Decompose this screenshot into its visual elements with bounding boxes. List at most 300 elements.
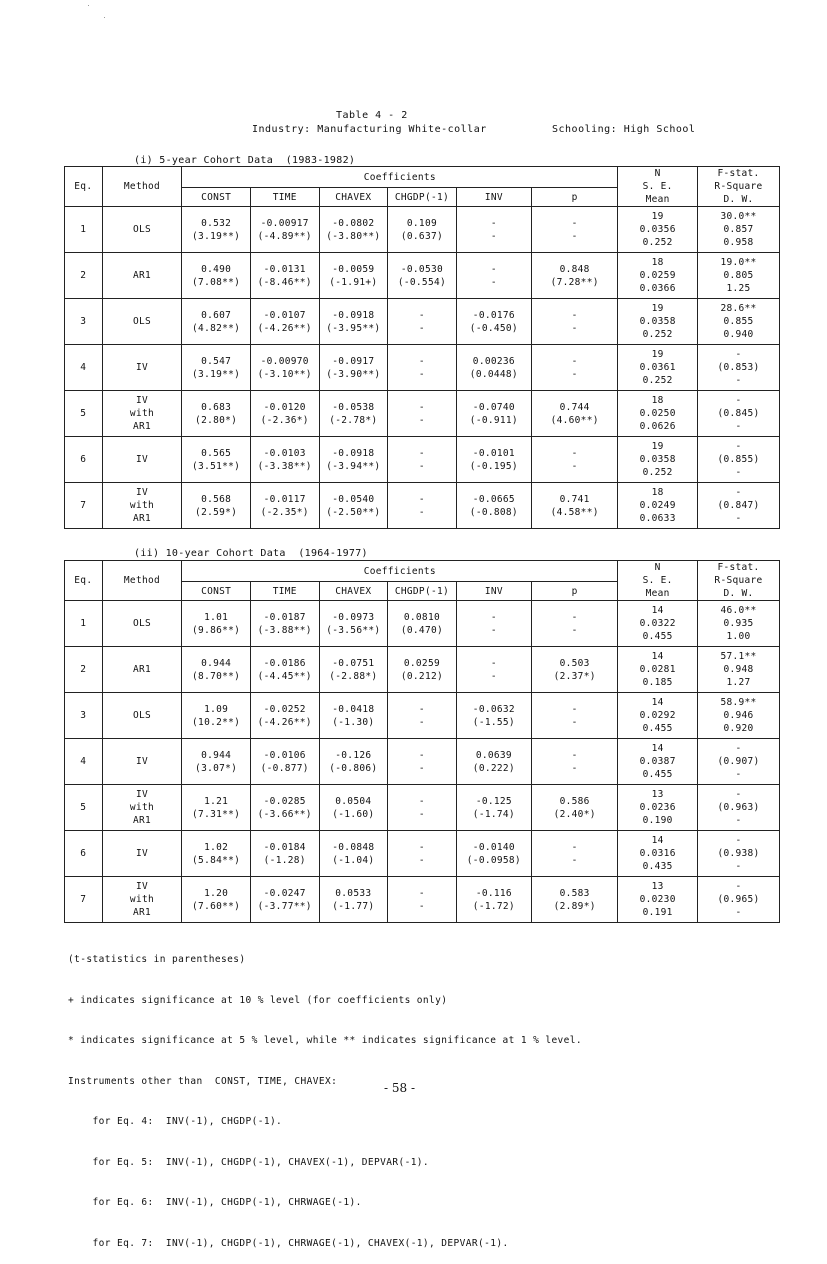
n-se-mean-value: 0.0316 (639, 848, 676, 859)
table-label: Table 4 - 2 (336, 110, 408, 121)
coef-cell (532, 831, 618, 877)
coef-cell (456, 253, 531, 299)
coef-value: - (571, 309, 578, 321)
coef-cell (456, 345, 531, 391)
table-row (65, 739, 780, 785)
table-row (65, 253, 780, 299)
coef-cell (388, 877, 457, 923)
method-cell (102, 391, 182, 437)
coef-value: -0.0632 (472, 703, 515, 715)
method-line-stack (105, 663, 180, 676)
coef-value: - (418, 460, 425, 472)
coef-value-stack (390, 355, 454, 381)
coef-value: (-3.94**) (326, 460, 381, 472)
coef-value: - (418, 749, 425, 761)
coef-value-stack (390, 841, 454, 867)
n-header-line: Mean (645, 194, 670, 205)
coef-value: (-0.450) (469, 322, 518, 334)
coef-value: 0.744 (559, 401, 590, 413)
coef-value: - (571, 368, 578, 380)
coef-value: (-4.45**) (257, 670, 312, 682)
n-se-mean-cell (618, 299, 698, 345)
coef-value: (-1.28) (263, 854, 306, 866)
footnote-line: for Eq. 6: INV(-1), CHGDP(-1), CHRWAGE(-1). (68, 1197, 362, 1208)
fstat-value-stack (700, 302, 777, 341)
coef-value: - (418, 414, 425, 426)
n-se-mean-value-stack (620, 256, 695, 295)
table-row (65, 693, 780, 739)
coef-value: 1.01 (204, 611, 229, 623)
n-se-mean-value: 0.0236 (639, 802, 676, 813)
n-se-mean-value-stack (620, 696, 695, 735)
fstat-value: (0.907) (717, 756, 760, 767)
coef-value: (-1.74) (472, 808, 515, 820)
coef-column-header: CHGDP(-1) (388, 582, 457, 601)
coef-value: 0.0259 (403, 657, 440, 669)
coef-value: 0.532 (201, 217, 232, 229)
coef-value-stack (322, 401, 386, 427)
method-line: IV (135, 362, 148, 373)
coef-value-stack (322, 309, 386, 335)
fstat-value: 0.935 (723, 618, 754, 629)
coef-value-stack (253, 887, 317, 913)
coef-value: (-1.04) (332, 854, 375, 866)
eq-number: 3 (65, 299, 103, 345)
n-se-mean-value-stack (620, 348, 695, 387)
coef-cell (456, 877, 531, 923)
fstat-value: (0.853) (717, 362, 760, 373)
coef-value-stack (459, 657, 529, 683)
coef-cell (532, 207, 618, 253)
coef-column-header: CHGDP(-1) (388, 188, 457, 207)
coef-value-stack (184, 657, 248, 683)
coef-value-stack (534, 657, 615, 683)
coef-cell (532, 601, 618, 647)
schooling-label: Schooling: High School (552, 124, 696, 135)
fstat-value: - (735, 743, 742, 754)
coef-value: (-1.72) (472, 900, 515, 912)
coef-value: 0.0533 (335, 887, 372, 899)
coef-value-stack (184, 703, 248, 729)
coef-value-stack (459, 703, 529, 729)
footnote-line: * indicates significance at 5 % level, while ** indicates significance at 1 % level. (68, 1035, 583, 1046)
coef-cell (532, 391, 618, 437)
coef-value: -0.0117 (263, 493, 306, 505)
coef-value: (2.37*) (553, 670, 596, 682)
method-line-stack (105, 486, 180, 525)
coef-value: -0.0186 (263, 657, 306, 669)
n-se-mean-value: 0.0358 (639, 316, 676, 327)
fstat-value: 0.805 (723, 270, 754, 281)
eq-number: 6 (65, 437, 103, 483)
footnote-line: + indicates significance at 10 % level (for coefficients only) (68, 994, 448, 1006)
table-row (65, 391, 780, 437)
coef-value: - (418, 887, 425, 899)
f-header-line: R-Square (714, 181, 763, 192)
fstat-value: 57.1** (720, 651, 757, 662)
fstat-cell (698, 831, 780, 877)
coef-value-stack (322, 795, 386, 821)
method-cell (102, 483, 182, 529)
coef-cell (182, 647, 251, 693)
coef-value-stack (184, 611, 248, 637)
coef-value-stack (390, 657, 454, 683)
coef-value: - (571, 460, 578, 472)
coef-value-stack (184, 493, 248, 519)
n-se-mean-value-stack (620, 650, 695, 689)
coef-value: (-2.50**) (326, 506, 381, 518)
fstat-value: - (735, 815, 742, 826)
method-cell (102, 739, 182, 785)
column-header-n (618, 167, 698, 207)
coef-cell (182, 345, 251, 391)
eq-number: 3 (65, 693, 103, 739)
coef-value: (3.07*) (195, 762, 238, 774)
coef-cell (532, 345, 618, 391)
coef-value-stack (534, 749, 615, 775)
fstat-value: 1.25 (726, 283, 751, 294)
method-line-stack (105, 617, 180, 630)
method-cell (102, 207, 182, 253)
column-header-n (618, 561, 698, 601)
n-se-mean-value: 0.0259 (639, 270, 676, 281)
coef-cell (456, 483, 531, 529)
coef-value-stack (184, 401, 248, 427)
fstat-value: 1.00 (726, 631, 751, 642)
fstat-value: (0.938) (717, 848, 760, 859)
coef-value: - (418, 506, 425, 518)
coef-value: -0.00917 (260, 217, 309, 229)
coef-value-stack (534, 493, 615, 519)
coef-column-header: p (532, 582, 618, 601)
coef-value: 1.20 (204, 887, 229, 899)
coef-value: 0.490 (201, 263, 232, 275)
coef-value: -0.0530 (400, 263, 444, 275)
fstat-cell (698, 345, 780, 391)
n-se-mean-value: 14 (651, 743, 664, 754)
coef-cell (388, 647, 457, 693)
fstat-value: (0.965) (717, 894, 760, 905)
coef-cell (388, 739, 457, 785)
table-row (65, 831, 780, 877)
column-header-fstat (698, 561, 780, 601)
fstat-value: - (735, 881, 742, 892)
header-row (65, 167, 780, 188)
n-se-mean-cell (618, 647, 698, 693)
n-se-mean-value-stack (620, 486, 695, 525)
coef-value: (-4.26**) (257, 716, 312, 728)
coef-cell (319, 299, 388, 345)
coef-value: (-2.88*) (329, 670, 378, 682)
coef-value-stack (534, 611, 615, 637)
fstat-value-stack (700, 742, 777, 781)
fstat-cell (698, 483, 780, 529)
coef-value-stack (390, 401, 454, 427)
fstat-value: - (735, 907, 742, 918)
fstat-value-stack (700, 256, 777, 295)
table-row (65, 647, 780, 693)
f-header-line: F-stat. (717, 168, 760, 179)
coef-value: (-3.56**) (326, 624, 381, 636)
fstat-value: (0.847) (717, 500, 760, 511)
eq-number: 5 (65, 391, 103, 437)
n-se-mean-value: 0.190 (642, 815, 673, 826)
fstat-value: - (735, 769, 742, 780)
fstat-value: 0.946 (723, 710, 754, 721)
coef-cell (182, 391, 251, 437)
n-se-mean-value: 0.252 (642, 375, 673, 386)
coef-value-stack (390, 703, 454, 729)
eq-number: 2 (65, 253, 103, 299)
coef-cell (388, 253, 457, 299)
f-header-line-stack (700, 561, 777, 600)
fstat-value-stack (700, 696, 777, 735)
coef-value: (0.212) (400, 670, 444, 682)
coef-cell (182, 693, 251, 739)
coef-cell (456, 739, 531, 785)
n-se-mean-value-stack (620, 394, 695, 433)
coef-cell (456, 647, 531, 693)
coef-value: - (571, 355, 578, 367)
n-se-mean-value: 0.0250 (639, 408, 676, 419)
eq-number: 5 (65, 785, 103, 831)
coef-value: - (490, 217, 497, 229)
column-header-coefficients: Coefficients (182, 167, 618, 188)
coef-value: - (571, 217, 578, 229)
coef-value-stack (322, 841, 386, 867)
coef-value: (2.40*) (553, 808, 596, 820)
n-header-line: N (654, 562, 661, 573)
table-row (65, 299, 780, 345)
coef-value: 0.109 (406, 217, 437, 229)
n-se-mean-value: 0.0366 (639, 283, 676, 294)
n-se-mean-value: 0.0626 (639, 421, 676, 432)
fstat-cell (698, 647, 780, 693)
table-row (65, 483, 780, 529)
method-line: with (129, 894, 154, 905)
fstat-value: 0.948 (723, 664, 754, 675)
coef-column-header: CHAVEX (319, 582, 388, 601)
coef-value: 0.568 (201, 493, 232, 505)
coef-cell (182, 299, 251, 345)
coef-cell (456, 437, 531, 483)
coef-value: -0.0918 (332, 447, 375, 459)
coef-value: - (418, 493, 425, 505)
table1-caption: (i) 5-year Cohort Data (1983-1982) (134, 155, 356, 166)
fstat-value: (0.855) (717, 454, 760, 465)
method-line: IV (135, 756, 148, 767)
coef-value-stack (534, 217, 615, 243)
coef-value-stack (322, 657, 386, 683)
coef-value-stack (534, 447, 615, 473)
table-row (65, 601, 780, 647)
coef-value: (-0.911) (469, 414, 518, 426)
coef-cell (182, 601, 251, 647)
eq-number: 4 (65, 739, 103, 785)
coef-value-stack (322, 703, 386, 729)
method-line: AR1 (132, 421, 151, 432)
coef-cell (388, 391, 457, 437)
footnote-line: for Eq. 4: INV(-1), CHGDP(-1). (68, 1116, 283, 1127)
fstat-value: 0.857 (723, 224, 754, 235)
coef-value: - (571, 230, 578, 242)
coef-value-stack (534, 703, 615, 729)
coef-value: 0.944 (201, 657, 232, 669)
method-line: with (129, 500, 154, 511)
fstat-value-stack (700, 880, 777, 919)
coef-cell (182, 831, 251, 877)
method-cell (102, 253, 182, 299)
method-cell (102, 877, 182, 923)
n-se-mean-value: 18 (651, 257, 664, 268)
coef-value: -0.126 (335, 749, 372, 761)
coef-value: 0.683 (201, 401, 232, 413)
fstat-value-stack (700, 440, 777, 479)
coef-value-stack (534, 401, 615, 427)
coef-value: 0.0504 (335, 795, 372, 807)
fstat-value-stack (700, 834, 777, 873)
coef-value: (2.89*) (553, 900, 596, 912)
coef-value: (-3.90**) (326, 368, 381, 380)
coef-value-stack (390, 887, 454, 913)
coef-value: (-1.77) (332, 900, 375, 912)
coef-cell (532, 877, 618, 923)
fstat-cell (698, 437, 780, 483)
coef-value: (-4.89**) (257, 230, 312, 242)
n-se-mean-value: 0.252 (642, 237, 673, 248)
coef-value: -0.0120 (263, 401, 306, 413)
n-se-mean-value: 0.0358 (639, 454, 676, 465)
n-se-mean-value: 0.455 (642, 723, 673, 734)
coef-value: 0.586 (559, 795, 590, 807)
coef-value: (5.84**) (192, 854, 241, 866)
eq-number: 7 (65, 877, 103, 923)
coef-cell (182, 253, 251, 299)
n-se-mean-value: 0.455 (642, 631, 673, 642)
column-header-method: Method (102, 561, 182, 601)
method-line: IV (135, 789, 148, 800)
coef-cell (319, 647, 388, 693)
coef-value: (-3.95**) (326, 322, 381, 334)
coef-value: - (418, 309, 425, 321)
n-se-mean-value: 14 (651, 605, 664, 616)
coef-value: 0.944 (201, 749, 232, 761)
coef-cell (456, 831, 531, 877)
coef-value-stack (534, 841, 615, 867)
f-header-line: D. W. (723, 194, 754, 205)
coef-value-stack (253, 217, 317, 243)
fstat-value: 58.9** (720, 697, 757, 708)
coef-cell (250, 647, 319, 693)
coef-value: -0.0106 (263, 749, 306, 761)
coef-value: (4.60**) (550, 414, 599, 426)
header-row (65, 561, 780, 582)
coef-cell (456, 785, 531, 831)
table-row (65, 785, 780, 831)
coef-value: -0.0101 (472, 447, 515, 459)
coef-value: -0.00970 (260, 355, 309, 367)
eq-number: 1 (65, 207, 103, 253)
coef-value: 0.607 (201, 309, 232, 321)
coef-cell (319, 483, 388, 529)
method-line: OLS (132, 316, 151, 327)
n-se-mean-value: 19 (651, 441, 664, 452)
coef-value: - (490, 624, 497, 636)
n-se-mean-value: 18 (651, 487, 664, 498)
coef-value-stack (390, 493, 454, 519)
coef-value-stack (390, 217, 454, 243)
coef-value: -0.0285 (263, 795, 306, 807)
table2-caption: (ii) 10-year Cohort Data (1964-1977) (134, 548, 368, 559)
coef-value: - (418, 795, 425, 807)
n-se-mean-value: 0.0356 (639, 224, 676, 235)
column-header-method: Method (102, 167, 182, 207)
coef-value-stack (184, 217, 248, 243)
n-se-mean-value-stack (620, 788, 695, 827)
coef-value-stack (253, 355, 317, 381)
coef-cell (250, 739, 319, 785)
method-line: IV (135, 454, 148, 465)
footnote-line: Instruments other than CONST, TIME, CHAVEX: (68, 1075, 338, 1087)
method-line-stack (105, 755, 180, 768)
coef-cell (456, 693, 531, 739)
n-se-mean-value: 0.455 (642, 769, 673, 780)
coef-value: -0.0802 (332, 217, 375, 229)
coef-value: - (490, 230, 497, 242)
coef-value-stack (253, 703, 317, 729)
coef-value: (2.80*) (195, 414, 238, 426)
method-line: AR1 (132, 270, 151, 281)
coef-value: (-0.0958) (466, 854, 521, 866)
coef-value: - (571, 841, 578, 853)
coef-cell (319, 253, 388, 299)
n-se-mean-value: 0.0361 (639, 362, 676, 373)
n-header-line: N (654, 168, 661, 179)
coef-value: 0.741 (559, 493, 590, 505)
coef-value: - (418, 401, 425, 413)
coef-value: (-3.77**) (257, 900, 312, 912)
coef-cell (250, 437, 319, 483)
coef-cell (532, 785, 618, 831)
coef-cell (456, 299, 531, 345)
coef-value-stack (253, 493, 317, 519)
coef-value: (7.31**) (192, 808, 241, 820)
coef-value: (-1.91+) (329, 276, 378, 288)
coef-value: (8.70**) (192, 670, 241, 682)
f-header-line: F-stat. (717, 562, 760, 573)
footnote-line: for Eq. 7: INV(-1), CHGDP(-1), CHRWAGE(-1), CHAVEX(-1), DEPVAR(-1). (68, 1237, 509, 1249)
fstat-cell (698, 601, 780, 647)
fstat-cell (698, 739, 780, 785)
method-cell (102, 601, 182, 647)
method-cell (102, 831, 182, 877)
coef-value: 1.21 (204, 795, 229, 807)
coef-value: - (571, 447, 578, 459)
coef-value: 0.583 (559, 887, 590, 899)
coef-cell (250, 253, 319, 299)
footnotes (68, 926, 582, 1264)
fstat-cell (698, 693, 780, 739)
coef-value-stack (184, 355, 248, 381)
coef-value-stack (253, 263, 317, 289)
n-header-line: S. E. (642, 181, 673, 192)
fstat-value-stack (700, 394, 777, 433)
fstat-cell (698, 391, 780, 437)
n-header-line: S. E. (642, 575, 673, 586)
coef-value-stack (459, 611, 529, 637)
coef-value: (-3.80**) (326, 230, 381, 242)
coef-cell (250, 601, 319, 647)
